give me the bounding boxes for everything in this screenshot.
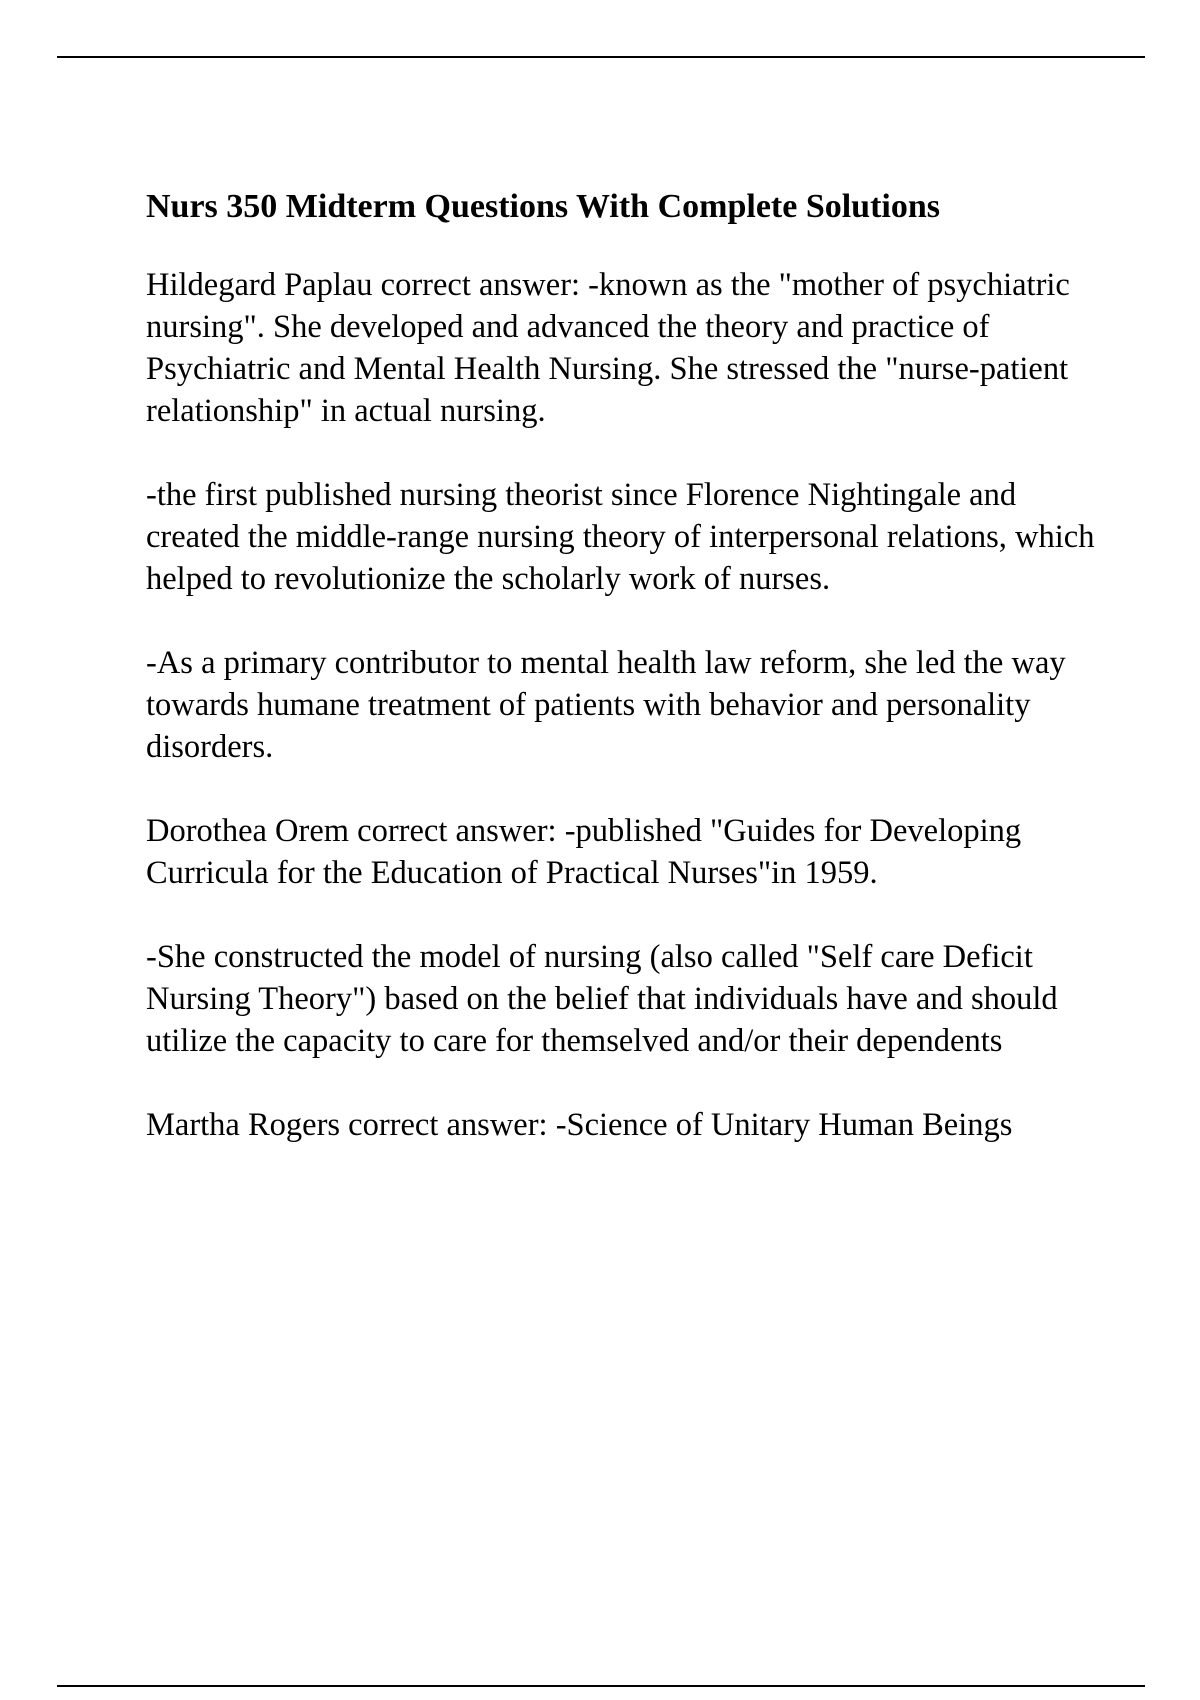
document-title: Nurs 350 Midterm Questions With Complete Solutions [146,188,941,225]
document-body [146,186,1106,1188]
top-divider [57,56,1145,58]
paragraph-orem-model: -She constructed the model of nursing (also called "Self care Deficit Nursing Theory") based on the belief that individuals have and should utilize the capacity to care for themselved and/or their dependents [146,939,1058,1059]
paragraph-peplau-intro: Hildegard Paplau correct answer: -known as the "mother of psychiatric nursing". She developed and advanced the theory and practice of Psychiatric and Mental Health Nursing. She stressed the "nurse-patient relationship" in actual nursing. [146,267,1070,429]
bottom-divider [57,1685,1145,1687]
paragraph-orem-intro: Dorothea Orem correct answer: -published "Guides for Developing Curricula for the Education of Practical Nurses"in 1959. [146,813,1022,891]
paragraph-peplau-reform: -As a primary contributor to mental health law reform, she led the way towards humane treatment of patients with behavior and personality disorders. [146,645,1066,765]
paragraph-peplau-theorist: -the first published nursing theorist since Florence Nightingale and created the middle-range nursing theory of interpersonal relations, which helped to revolutionize the scholarly work of nurses. [146,477,1095,597]
paragraph-rogers: Martha Rogers correct answer: -Science of Unitary Human Beings [146,1107,1013,1143]
